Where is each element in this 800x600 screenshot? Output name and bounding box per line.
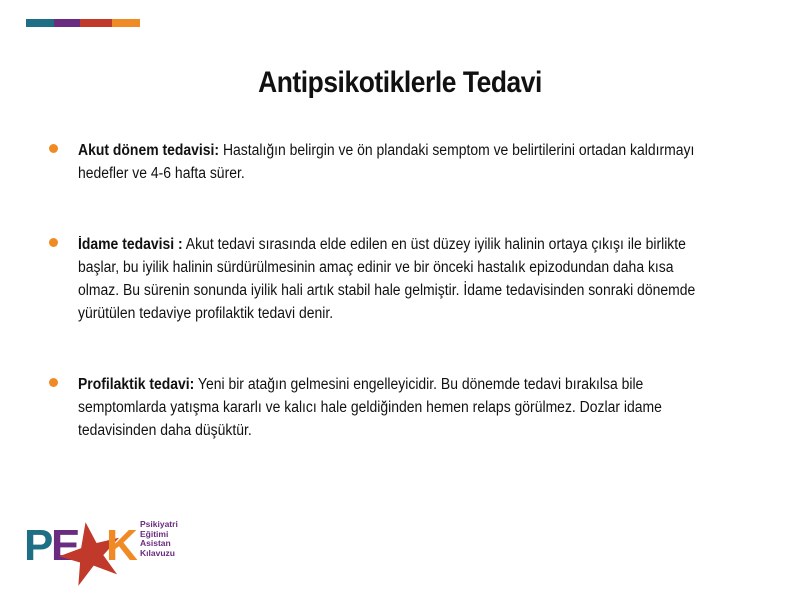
slide-title: Antipsikotiklerle Tedavi: [258, 66, 542, 99]
bullet-item-profilaktik: [46, 373, 706, 442]
logo-line: Asistan: [140, 538, 171, 548]
peak-logo-mark: [24, 516, 140, 588]
bullet-text: Hastalığın belirgin ve ön plandaki semptom ve belirtilerini ortadan kaldırmayı hedefler ve 4-6 hafta sürer.: [78, 142, 695, 182]
peak-logo: [24, 516, 184, 588]
bullet-dot-icon: [49, 144, 58, 153]
header-color-bar: [26, 19, 140, 27]
color-bar-orange: [112, 19, 140, 27]
svg-text:K: K: [106, 521, 138, 570]
logo-line: Kılavuzu: [140, 547, 175, 558]
bullet-item-akut: [46, 139, 706, 185]
bullet-dot-icon: [49, 238, 58, 247]
bullet-label: İdame tedavisi :: [78, 236, 183, 253]
color-bar-purple: [54, 19, 80, 27]
color-bar-teal: [26, 19, 54, 27]
logo-caption: [140, 520, 178, 558]
svg-text:P: P: [24, 521, 54, 570]
bullet-text: Akut tedavi sırasında elde edilen en üst düzey iyilik halinin ortaya çıkışı ile birlikte başlar, bu iyilik halinin sürdürülmesinin amaç edinir ve bir önceki hastalık epizodundan daha kısa olmaz. Bu sürenin sonunda iyilik hali artık stabil hale gelmiştir. İdame tedavisinden sonraki dönemde yürütülen tedaviye profilaktik tedavi denir.: [78, 236, 696, 322]
bullet-label: Profilaktik tedavi:: [78, 376, 195, 393]
logo-line: Psikiyatri: [140, 519, 178, 529]
color-bar-red: [80, 19, 112, 27]
svg-text:E: E: [51, 521, 81, 570]
bullet-list: [46, 139, 706, 442]
bullet-label: Akut dönem tedavisi:: [78, 142, 220, 159]
logo-line: Eğitimi: [140, 528, 169, 539]
bullet-item-idame: [46, 233, 706, 325]
bullet-text: Yeni bir atağın gelmesini engelleyicidir. Bu dönemde tedavi bırakılsa bile semptomlarda yatışma kararlı ve kalıcı hale geldiğinden hemen relaps görülmez. Dozlar idame tedavisinden daha düşüktür.: [78, 376, 662, 439]
bullet-dot-icon: [49, 378, 58, 387]
